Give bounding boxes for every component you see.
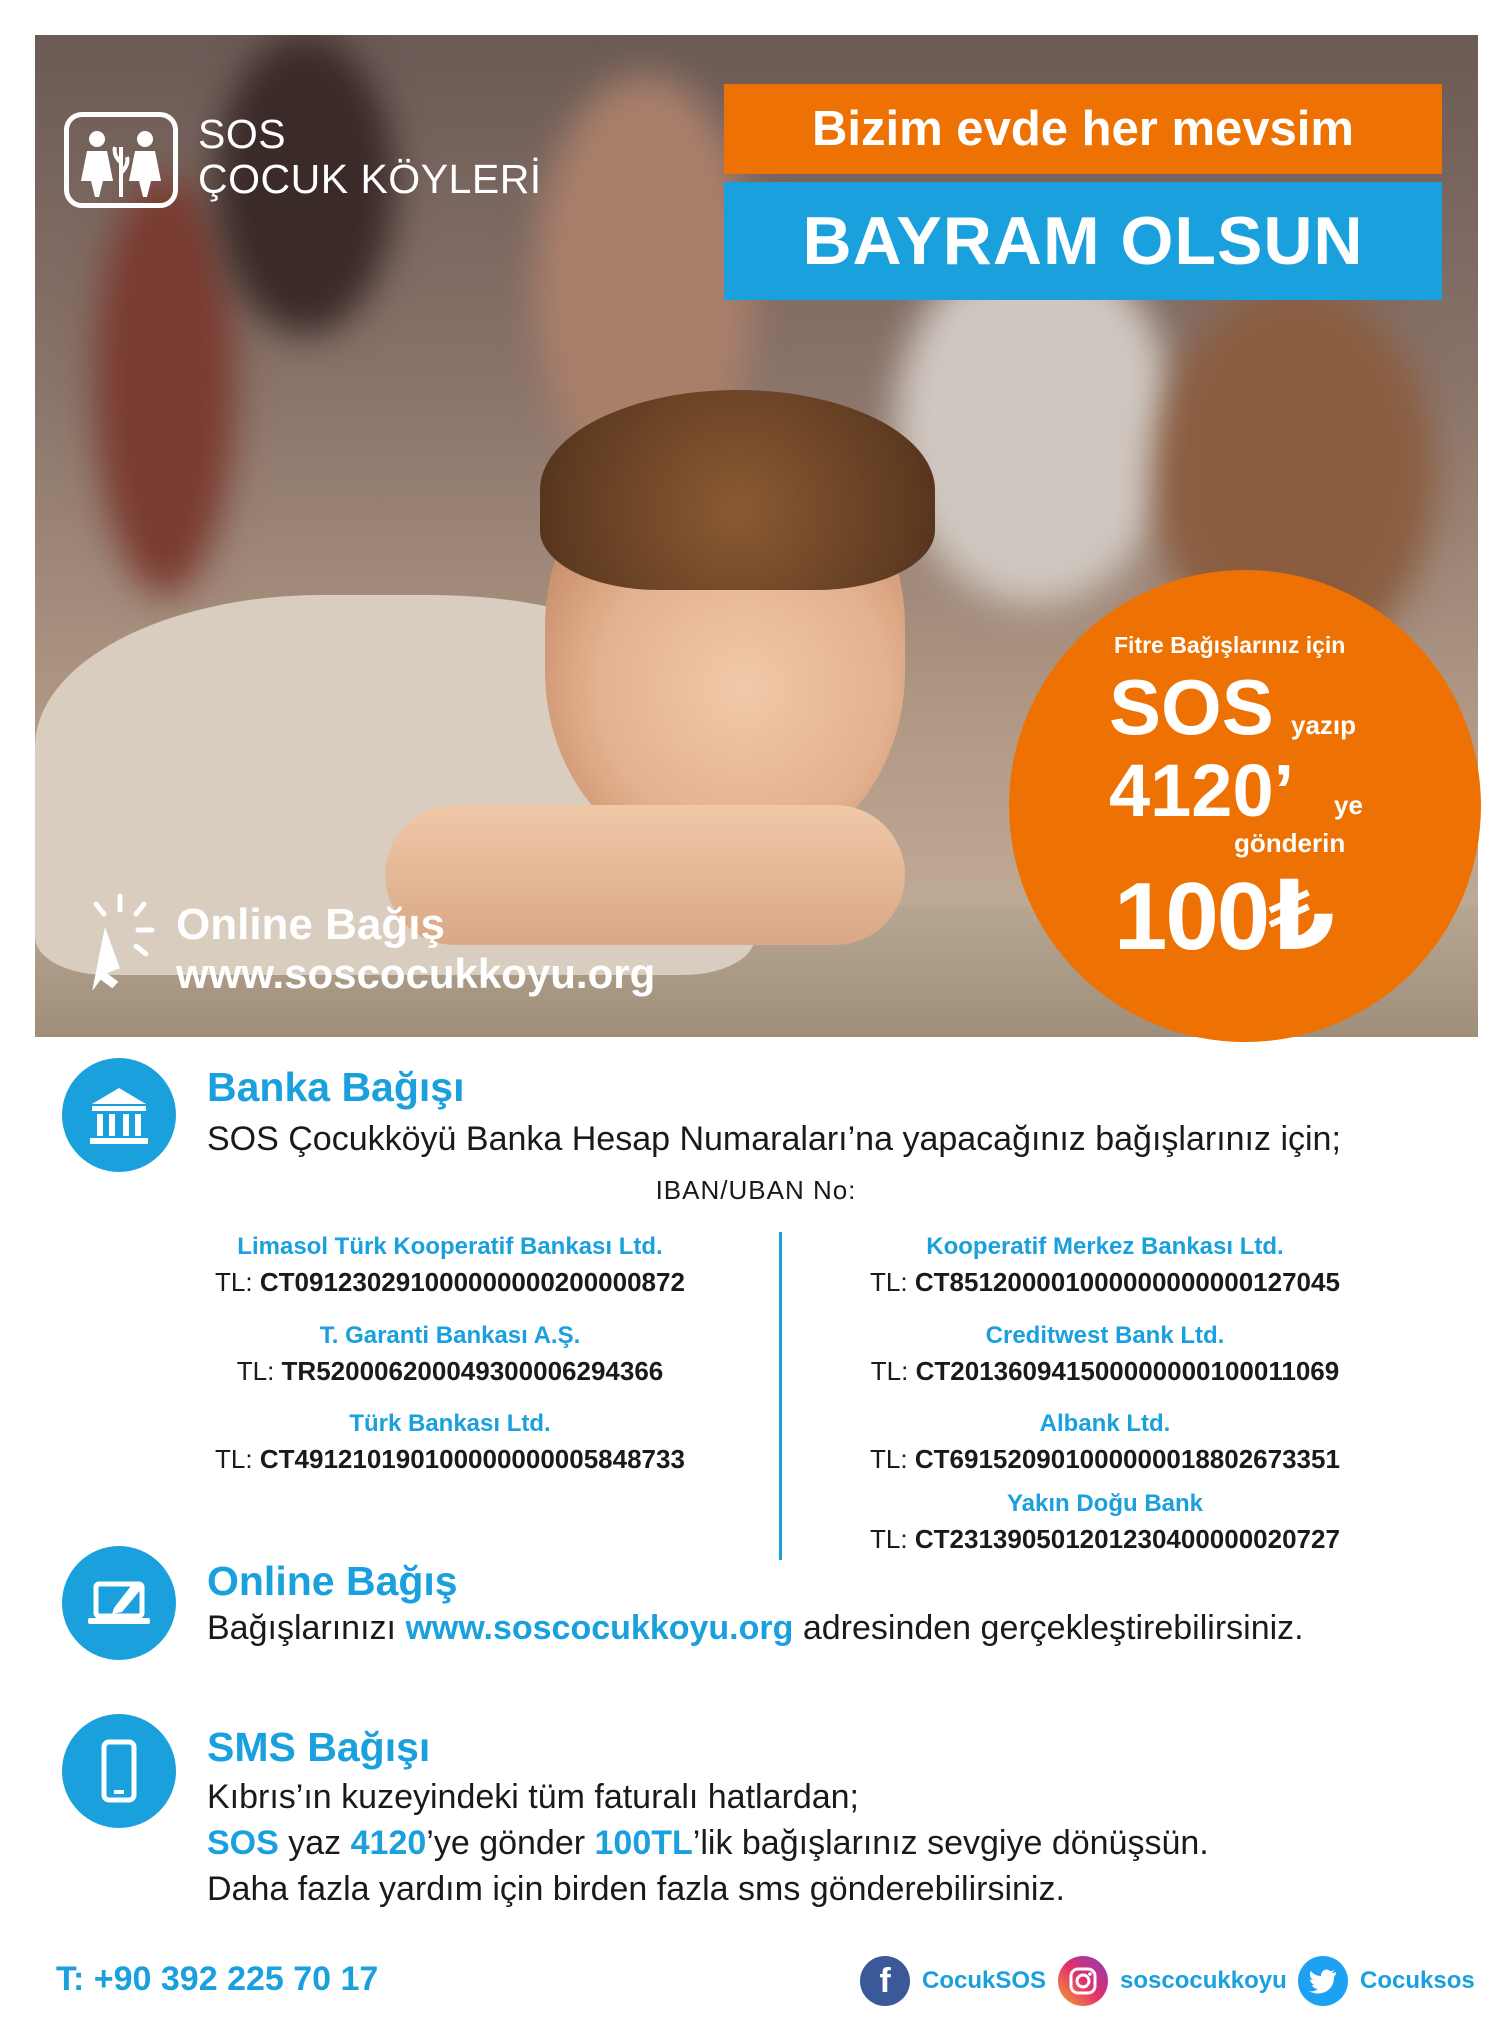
bank-column-divider bbox=[779, 1232, 782, 1560]
phone-number[interactable]: T: +90 392 225 70 17 bbox=[56, 1960, 379, 1998]
online-donation-overlay-title: Online Bağış bbox=[176, 900, 445, 949]
bank-section-text: SOS Çocukköyü Banka Hesap Numaraları’na yapacağınız bağışlarınız için; bbox=[207, 1120, 1341, 1158]
circle-amount: 100₺ bbox=[1114, 863, 1333, 970]
bank-name: Creditwest Bank Ltd. bbox=[985, 1322, 1225, 1349]
sms-line-2: SOS yaz 4120’ye gönder 100TL’lik bağışlarınız sevgiye dönüşsün. bbox=[207, 1824, 1209, 1862]
cursor-click-icon bbox=[62, 890, 170, 990]
bank-name: Albank Ltd. bbox=[1039, 1410, 1171, 1437]
circle-sos-text: SOS bbox=[1109, 663, 1274, 751]
bank-account: TL: CT091230291000000000200000872 bbox=[215, 1267, 685, 1297]
instagram-link[interactable] bbox=[1058, 1956, 1287, 2006]
bank-account: TL: CT491210190100000000005848733 bbox=[215, 1444, 685, 1474]
background-figure bbox=[95, 175, 235, 595]
mobile-phone-icon bbox=[62, 1714, 176, 1828]
twitter-handle: Cocuksos bbox=[1360, 1967, 1475, 1994]
bank-entry bbox=[815, 1233, 1395, 1298]
headline-top: Bizim evde her mevsim bbox=[724, 84, 1442, 174]
bank-account: TL: CT691520901000000018802673351 bbox=[870, 1444, 1340, 1474]
bank-entry bbox=[815, 1322, 1395, 1387]
bank-name: Yakın Doğu Bank bbox=[1006, 1490, 1204, 1517]
laptop-icon bbox=[62, 1546, 176, 1660]
bank-entry bbox=[815, 1410, 1395, 1475]
instagram-icon bbox=[1058, 1956, 1108, 2006]
bank-name: T. Garanti Bankası A.Ş. bbox=[319, 1322, 581, 1349]
twitter-icon bbox=[1298, 1956, 1348, 2006]
bank-account: TL: CT231390501201230400000020727 bbox=[870, 1524, 1340, 1554]
facebook-icon: f bbox=[860, 1956, 910, 2006]
boy-hair bbox=[540, 390, 935, 590]
iban-label: IBAN/UBAN No: bbox=[655, 1175, 857, 1205]
circle-fitre-text: Fitre Bağışlarınız için bbox=[1114, 632, 1346, 658]
sms-line-3: Daha fazla yardım için birden fazla sms gönderebilirsiniz. bbox=[207, 1870, 1065, 1908]
bank-name: Limasol Türk Kooperatif Bankası Ltd. bbox=[237, 1233, 663, 1260]
circle-sms-number: 4120’ bbox=[1109, 749, 1295, 832]
logo-text-cocuk-koyleri: ÇOCUK KÖYLERİ bbox=[198, 156, 542, 202]
sms-promo-circle bbox=[1009, 570, 1481, 1042]
bank-entry bbox=[160, 1322, 740, 1387]
online-url-link[interactable]: www.soscocukkoyu.org bbox=[405, 1609, 794, 1647]
bank-entry bbox=[160, 1410, 740, 1475]
boy-arms bbox=[385, 805, 905, 945]
online-donation-overlay-url[interactable]: www.soscocukkoyu.org bbox=[176, 950, 656, 997]
instagram-handle: soscocukkoyu bbox=[1120, 1967, 1287, 1994]
twitter-link[interactable] bbox=[1298, 1956, 1475, 2006]
bank-account: TL: TR520006200049300006294366 bbox=[236, 1356, 664, 1386]
circle-gonderin-text: gönderin bbox=[1234, 828, 1346, 858]
sms-section-title: SMS Bağışı bbox=[207, 1724, 431, 1770]
bank-icon bbox=[62, 1058, 176, 1172]
bank-entry bbox=[815, 1490, 1395, 1555]
bank-entry bbox=[160, 1233, 740, 1298]
sms-line-1: Kıbrıs’ın kuzeyindeki tüm faturalı hatlardan; bbox=[207, 1778, 859, 1816]
bank-section-title: Banka Bağışı bbox=[207, 1064, 465, 1110]
sos-logo-icon bbox=[64, 112, 178, 208]
facebook-link[interactable] bbox=[860, 1956, 1046, 2006]
circle-ye-text: ye bbox=[1334, 790, 1363, 820]
bank-name: Türk Bankası Ltd. bbox=[349, 1410, 551, 1437]
online-section-title: Online Bağış bbox=[207, 1558, 458, 1604]
bank-name: Kooperatif Merkez Bankası Ltd. bbox=[926, 1233, 1284, 1260]
headline-bottom: BAYRAM OLSUN bbox=[724, 182, 1442, 300]
facebook-handle: CocukSOS bbox=[922, 1967, 1047, 1994]
bank-account: TL: CT851200001000000000000127045 bbox=[870, 1267, 1340, 1297]
online-section-text: Bağışlarınızı www.soscocukkoyu.org adresinden gerçekleştirebilirsiniz. bbox=[207, 1609, 1304, 1647]
bank-account: TL: CT201360941500000000100011069 bbox=[870, 1356, 1340, 1386]
circle-yazip-text: yazıp bbox=[1291, 710, 1357, 740]
logo-text-sos: SOS bbox=[198, 111, 287, 157]
